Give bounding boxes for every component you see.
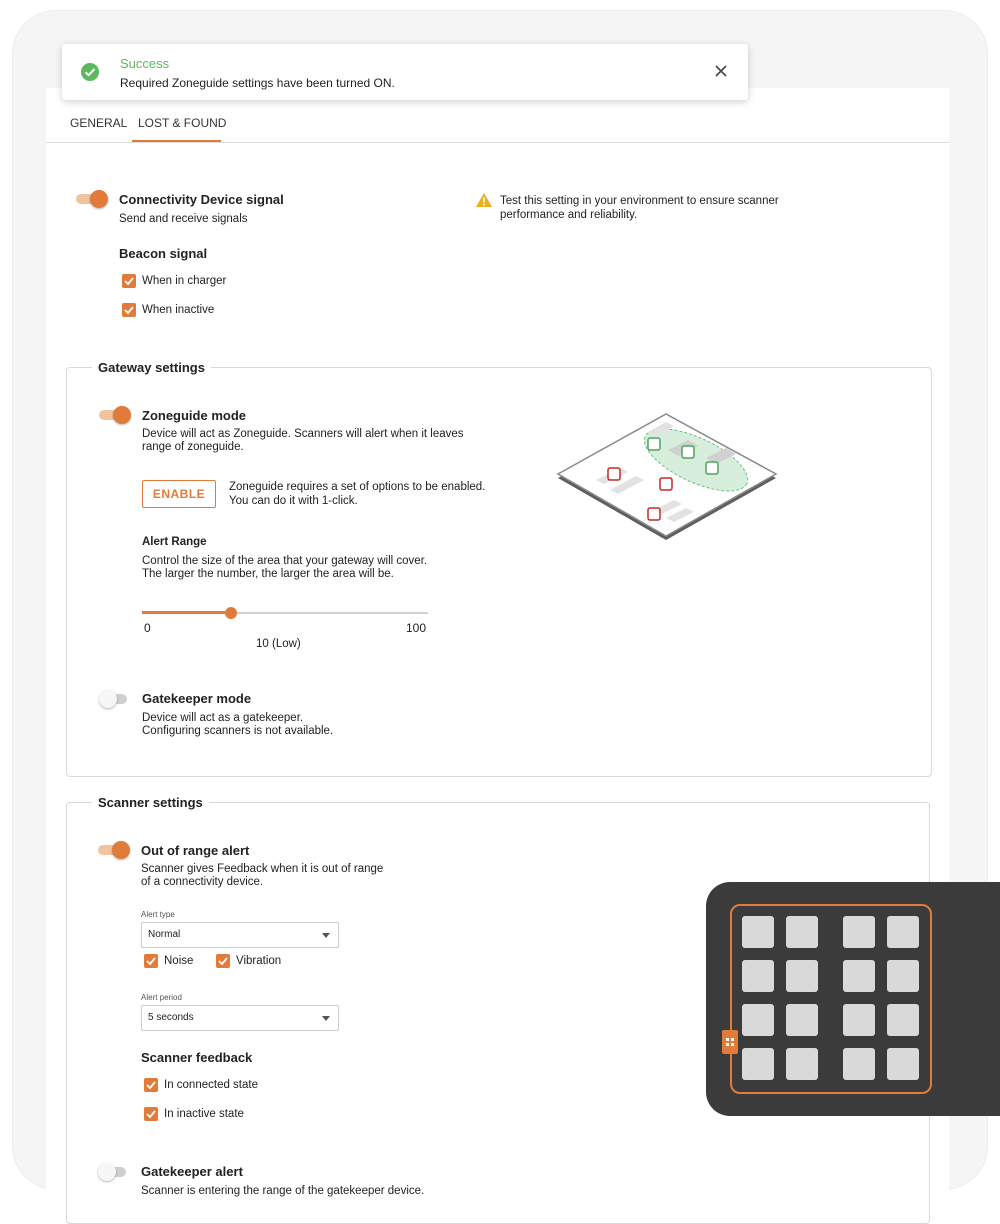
slider-max-label: 100 xyxy=(406,621,427,635)
slider-fill xyxy=(142,611,231,614)
grid-tile[interactable] xyxy=(887,916,919,948)
grid-tile[interactable] xyxy=(786,916,818,948)
alert-range-desc-line2: The larger the number, the larger the area will be. xyxy=(142,568,394,580)
check-icon xyxy=(145,955,157,967)
grid-tile[interactable] xyxy=(887,1048,919,1080)
scanner-feedback-title: Scanner feedback xyxy=(141,1050,253,1065)
noise-checkbox[interactable] xyxy=(144,954,158,968)
alert-period-value: 5 seconds xyxy=(148,1012,194,1023)
gatekeeper-mode-toggle[interactable] xyxy=(99,690,131,708)
toast-title: Success xyxy=(120,56,170,71)
check-icon xyxy=(217,955,229,967)
success-toast xyxy=(62,44,748,100)
grid-tile[interactable] xyxy=(843,960,875,992)
connectivity-title: Connectivity Device signal xyxy=(119,192,284,207)
alert-type-label: Alert type xyxy=(141,910,175,919)
alert-period-label: Alert period xyxy=(141,993,182,1002)
zoneguide-desc-line2: range of zoneguide. xyxy=(142,441,244,453)
grid-tile[interactable] xyxy=(742,916,774,948)
gatekeeper-alert-title: Gatekeeper alert xyxy=(141,1164,243,1179)
when-inactive-checkbox[interactable] xyxy=(122,303,136,317)
gatekeeper-desc-line1: Device will act as a gatekeeper. xyxy=(142,712,304,724)
out-of-range-toggle[interactable] xyxy=(98,841,130,859)
when-in-charger-label: When in charger xyxy=(142,275,227,287)
zoneguide-title: Zoneguide mode xyxy=(142,408,246,423)
gatekeeper-desc-line2: Configuring scanners is not available. xyxy=(142,725,334,737)
gatekeeper-alert-desc: Scanner is entering the range of the gatekeeper device. xyxy=(141,1185,425,1197)
tab-general[interactable]: GENERAL xyxy=(70,116,128,130)
warning-text-line1: Test this setting in your environment to ensure scanner xyxy=(500,195,779,207)
grid-tile[interactable] xyxy=(786,1004,818,1036)
warning-text-line2: performance and reliability. xyxy=(500,209,638,221)
beacon-title: Beacon signal xyxy=(119,246,208,261)
grid-toggle-handle[interactable] xyxy=(722,1030,738,1054)
alert-range-desc-line1: Control the size of the area that your gateway will cover. xyxy=(142,555,428,567)
grid-tile[interactable] xyxy=(843,916,875,948)
out-of-range-title: Out of range alert xyxy=(141,843,250,858)
check-icon xyxy=(123,304,135,316)
check-circle-icon xyxy=(80,62,100,82)
alert-type-value: Normal xyxy=(148,929,181,940)
warning-icon xyxy=(475,192,493,208)
in-inactive-label: In inactive state xyxy=(164,1108,244,1120)
grid-tile[interactable] xyxy=(786,1048,818,1080)
check-icon xyxy=(145,1108,157,1120)
alert-type-select[interactable] xyxy=(141,922,339,948)
alert-period-select[interactable] xyxy=(141,1005,339,1031)
out-of-range-desc-line1: Scanner gives Feedback when it is out of range xyxy=(141,863,384,875)
active-tab-indicator xyxy=(132,140,221,142)
zoneguide-illustration xyxy=(556,410,780,552)
gatekeeper-mode-title: Gatekeeper mode xyxy=(142,691,252,706)
alert-range-title: Alert Range xyxy=(142,536,207,548)
enable-note-line2: You can do it with 1-click. xyxy=(229,495,358,507)
slider-min-label: 0 xyxy=(144,621,151,635)
alert-range-slider[interactable] xyxy=(142,606,428,620)
connectivity-toggle[interactable] xyxy=(76,190,108,208)
gateway-settings-legend: Gateway settings xyxy=(92,360,211,375)
tab-lost-and-found[interactable]: LOST & FOUND xyxy=(138,116,227,130)
grid-tile[interactable] xyxy=(742,1048,774,1080)
vibration-label: Vibration xyxy=(236,955,282,967)
slider-value-label: 10 (Low) xyxy=(256,638,301,650)
grid-tile[interactable] xyxy=(887,960,919,992)
grid-tile[interactable] xyxy=(786,960,818,992)
grid-tile[interactable] xyxy=(742,1004,774,1036)
slider-thumb[interactable] xyxy=(225,607,237,619)
toast-message: Required Zoneguide settings have been turned ON. xyxy=(120,76,395,90)
grid-tile[interactable] xyxy=(887,1004,919,1036)
check-icon xyxy=(123,275,135,287)
grid-panel-overlay xyxy=(706,882,1000,1116)
grid-tile[interactable] xyxy=(843,1048,875,1080)
enable-button[interactable]: ENABLE xyxy=(142,480,216,508)
enable-note-line1: Zoneguide requires a set of options to be enabled. xyxy=(229,481,486,493)
grid-tile[interactable] xyxy=(843,1004,875,1036)
chevron-down-icon xyxy=(322,933,330,938)
zoneguide-toggle[interactable] xyxy=(99,406,131,424)
grid-tile[interactable] xyxy=(742,960,774,992)
connectivity-desc: Send and receive signals xyxy=(119,213,248,225)
when-inactive-label: When inactive xyxy=(142,304,215,316)
when-in-charger-checkbox[interactable] xyxy=(122,274,136,288)
scanner-settings-legend: Scanner settings xyxy=(92,795,209,810)
zoneguide-desc-line1: Device will act as Zoneguide. Scanners will alert when it leaves xyxy=(142,428,464,440)
check-icon xyxy=(145,1079,157,1091)
out-of-range-desc-line2: of a connectivity device. xyxy=(141,876,264,888)
close-icon[interactable] xyxy=(714,64,728,78)
in-connected-checkbox[interactable] xyxy=(144,1078,158,1092)
chevron-down-icon xyxy=(322,1016,330,1021)
vibration-checkbox[interactable] xyxy=(216,954,230,968)
in-inactive-checkbox[interactable] xyxy=(144,1107,158,1121)
gatekeeper-alert-toggle[interactable] xyxy=(98,1163,130,1181)
noise-label: Noise xyxy=(164,955,194,967)
in-connected-label: In connected state xyxy=(164,1079,258,1091)
grid-icon xyxy=(722,1030,738,1054)
